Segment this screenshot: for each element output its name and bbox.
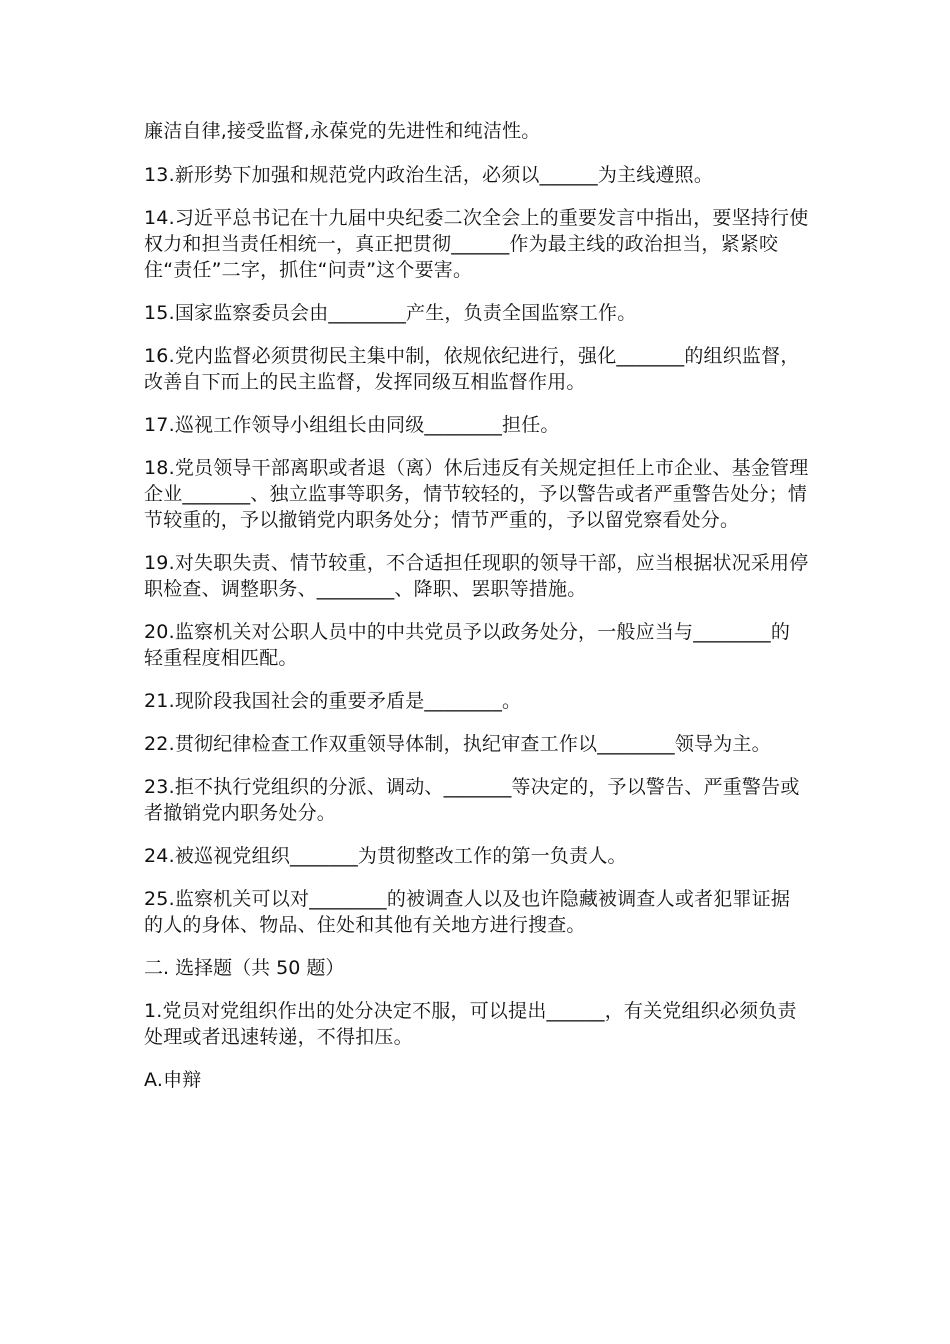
question-16: 16.党内监督必须贯彻民主集中制，依规依纪进行，强化_______的组织监督，改善自下而上的民主监督，发挥同级互相监督作用。 xyxy=(144,345,800,393)
section-title: 二. 选择题（共 50 题） xyxy=(144,957,345,979)
question-22: 22.贯彻纪律检查工作双重领导体制，执纪审查工作以________领导为主。 xyxy=(144,733,771,755)
question-19: 19.对失职失责、情节较重，不合适担任现职的领导干部，应当根据状况采用停职检查、调整职务、________、降职、罢职等措施。 xyxy=(144,552,809,600)
option-a: A.申辩 xyxy=(144,1069,202,1091)
document-body xyxy=(144,118,809,1110)
choice-question-1: 1.党员对党组织作出的处分决定不服，可以提出______，有关党组织必须负责处理或者迅速转递，不得扣压。 xyxy=(144,1000,797,1048)
question-18: 18.党员领导干部离职或者退（离）休后违反有关规定担任上市企业、基金管理企业_______、独立监事等职务，情节较轻的，予以警告或者严重警告处分；情节较重的，予以撤销党内职务处分；情节严重的，予以留党察看处分。 xyxy=(144,457,809,531)
question-25: 25.监察机关可以对________的被调查人以及也许隐藏被调查人或者犯罪证据的人的身体、物品、住处和其他有关地方进行搜查。 xyxy=(144,888,791,936)
question-13: 13.新形势下加强和规范党内政治生活，必须以______为主线遵照。 xyxy=(144,164,714,186)
question-17: 17.巡视工作领导小组组长由同级________担任。 xyxy=(144,414,560,436)
question-21: 21.现阶段我国社会的重要矛盾是________。 xyxy=(144,690,522,712)
paragraph-continuation: 廉洁自律,接受监督,永葆党的先进性和纯洁性。 xyxy=(144,120,541,142)
question-23: 23.拒不执行党组织的分派、调动、_______等决定的，予以警告、严重警告或者撤销党内职务处分。 xyxy=(144,776,800,824)
question-15: 15.国家监察委员会由________产生，负责全国监察工作。 xyxy=(144,302,637,324)
question-20: 20.监察机关对公职人员中的中共党员予以政务处分，一般应当与________的轻重程度相匹配。 xyxy=(144,621,791,669)
question-24: 24.被巡视党组织_______为贯彻整改工作的第一负责人。 xyxy=(144,845,627,867)
question-14: 14.习近平总书记在十九届中央纪委二次全会上的重要发言中指出，要坚持行使权力和担当责任相统一，真正把贯彻______作为最主线的政治担当，紧紧咬住“责任”二字，抓住“问责”这个要害。 xyxy=(144,207,809,281)
